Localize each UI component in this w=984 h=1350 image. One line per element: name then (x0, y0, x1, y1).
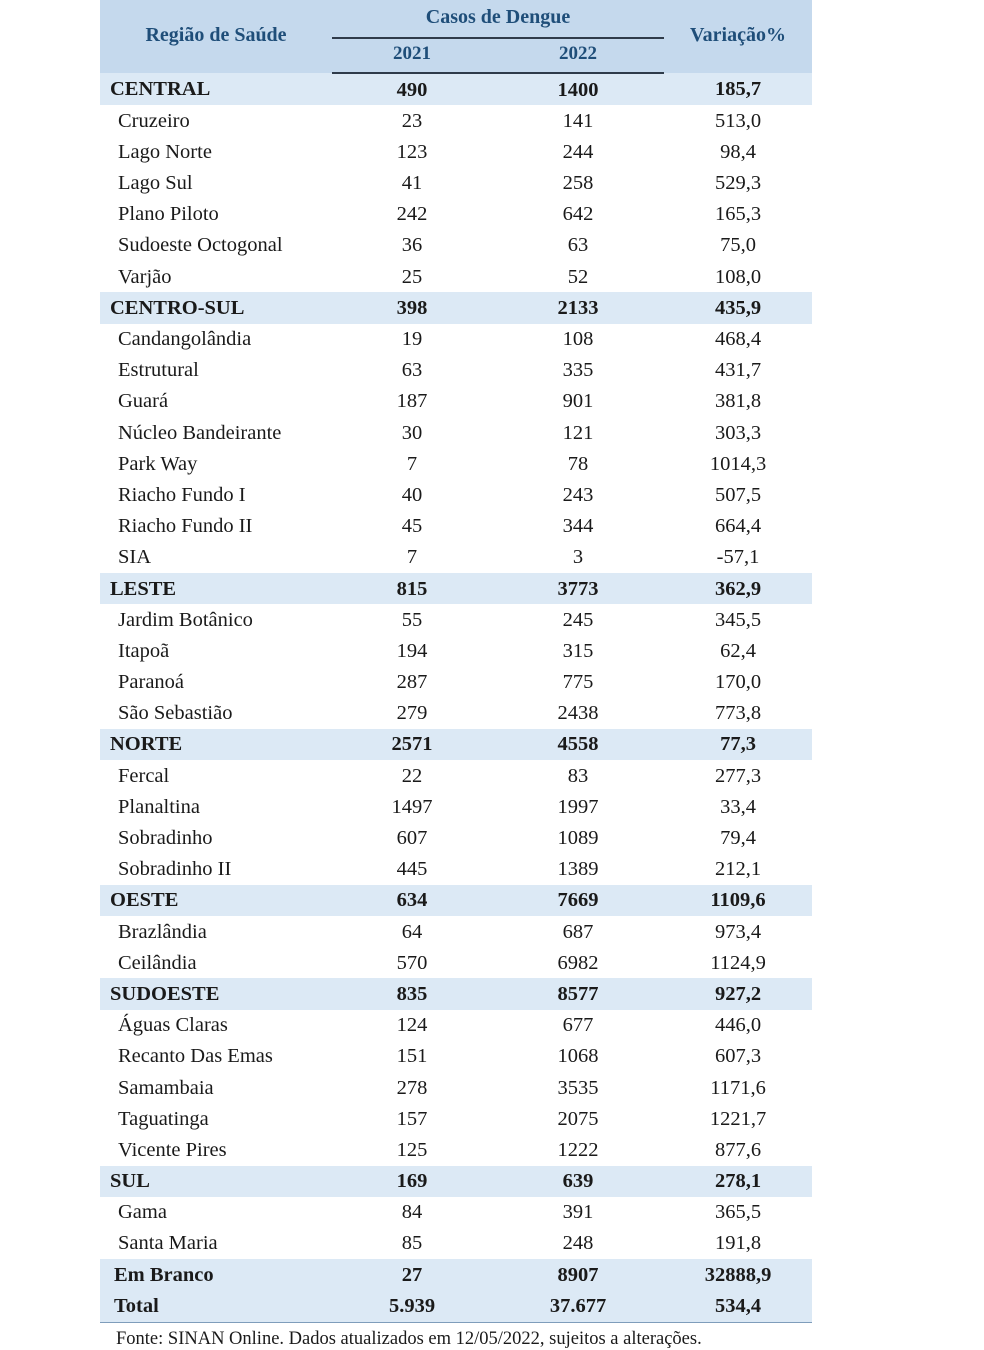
cell-region: Ceilândia (100, 947, 332, 978)
table-row-locality (100, 635, 812, 666)
cell-region: São Sebastião (100, 698, 332, 729)
cell-2021: 7 (332, 448, 492, 479)
cell-2022: 639 (492, 1166, 664, 1197)
table-row-locality (100, 230, 812, 261)
cell-variation: 98,4 (664, 136, 812, 167)
cell-2021: 445 (332, 854, 492, 885)
table-row-locality (100, 1010, 812, 1041)
cell-2021: 25 (332, 261, 492, 292)
cell-2022: 344 (492, 511, 664, 542)
cell-variation: 529,3 (664, 168, 812, 199)
cell-variation: 32888,9 (664, 1259, 812, 1290)
table-row-locality (100, 667, 812, 698)
cell-2021: 23 (332, 105, 492, 136)
cell-variation: 773,8 (664, 698, 812, 729)
table-row-locality (100, 791, 812, 822)
table-row-locality (100, 261, 812, 292)
cell-region: SUDOESTE (100, 978, 332, 1009)
cell-2021: 278 (332, 1072, 492, 1103)
cell-2021: 64 (332, 916, 492, 947)
table-row-locality (100, 1228, 812, 1259)
cell-region: Núcleo Bandeirante (100, 417, 332, 448)
cell-variation: 75,0 (664, 230, 812, 261)
cell-2021: 151 (332, 1041, 492, 1072)
cell-region: Jardim Botânico (100, 604, 332, 635)
cell-2022: 108 (492, 324, 664, 355)
cell-2021: 607 (332, 823, 492, 854)
cell-region: Estrutural (100, 355, 332, 386)
table-row-region (100, 1166, 812, 1197)
cell-2022: 243 (492, 479, 664, 510)
cell-2022: 3535 (492, 1072, 664, 1103)
table-row-region (100, 292, 812, 323)
table-row-locality (100, 947, 812, 978)
cell-variation: 446,0 (664, 1010, 812, 1041)
cell-variation: 381,8 (664, 386, 812, 417)
cell-2022: 258 (492, 168, 664, 199)
cell-2022: 141 (492, 105, 664, 136)
cell-variation: 1109,6 (664, 885, 812, 916)
cell-variation: 607,3 (664, 1041, 812, 1072)
cell-2022: 1089 (492, 823, 664, 854)
cell-2022: 3 (492, 542, 664, 573)
cell-region: Gama (100, 1197, 332, 1228)
cell-region: Santa Maria (100, 1228, 332, 1259)
cell-variation: 431,7 (664, 355, 812, 386)
table-row-region (100, 885, 812, 916)
table-row-locality (100, 448, 812, 479)
cell-variation: 185,7 (664, 73, 812, 105)
cell-2022: 642 (492, 199, 664, 230)
table-header (100, 0, 812, 73)
cell-2021: 30 (332, 417, 492, 448)
table-row-region (100, 73, 812, 105)
cell-2022: 248 (492, 1228, 664, 1259)
cell-variation: 165,3 (664, 199, 812, 230)
cell-region: SIA (100, 542, 332, 573)
cell-2022: 2133 (492, 292, 664, 323)
cell-2021: 1497 (332, 791, 492, 822)
cell-2022: 78 (492, 448, 664, 479)
cell-2022: 245 (492, 604, 664, 635)
cell-2021: 84 (332, 1197, 492, 1228)
cell-2021: 187 (332, 386, 492, 417)
cell-region: Sudoeste Octogonal (100, 230, 332, 261)
cell-variation: 468,4 (664, 324, 812, 355)
table-row-locality (100, 355, 812, 386)
cell-region: Park Way (100, 448, 332, 479)
cell-2022: 2075 (492, 1103, 664, 1134)
cell-2022: 83 (492, 760, 664, 791)
table-row-locality (100, 136, 812, 167)
cell-2021: 5.939 (332, 1290, 492, 1322)
cell-region: Em Branco (100, 1259, 332, 1290)
cell-2022: 335 (492, 355, 664, 386)
table-row-locality (100, 854, 812, 885)
cell-2021: 124 (332, 1010, 492, 1041)
cell-region: NORTE (100, 729, 332, 760)
table-row-locality (100, 168, 812, 199)
cell-region: Varjão (100, 261, 332, 292)
cell-variation: 277,3 (664, 760, 812, 791)
cell-2021: 27 (332, 1259, 492, 1290)
cell-region: Candangolândia (100, 324, 332, 355)
cell-2021: 157 (332, 1103, 492, 1134)
cell-variation: 365,5 (664, 1197, 812, 1228)
table-row-locality (100, 542, 812, 573)
cell-2022: 1068 (492, 1041, 664, 1072)
cell-2021: 570 (332, 947, 492, 978)
table-row-region (100, 573, 812, 604)
source-note: Fonte: SINAN Online. Dados atualizados em 12/05/2022, sujeitos a alterações. (116, 1328, 702, 1349)
cell-region: OESTE (100, 885, 332, 916)
cell-2022: 8907 (492, 1259, 664, 1290)
cell-2022: 1997 (492, 791, 664, 822)
cell-2021: 835 (332, 978, 492, 1009)
cell-2021: 398 (332, 292, 492, 323)
cell-region: Total (100, 1290, 332, 1322)
cell-variation: 664,4 (664, 511, 812, 542)
cell-2022: 315 (492, 635, 664, 666)
cell-variation: 513,0 (664, 105, 812, 136)
cell-variation: 212,1 (664, 854, 812, 885)
cell-region: CENTRO-SUL (100, 292, 332, 323)
cell-2021: 36 (332, 230, 492, 261)
cell-2021: 41 (332, 168, 492, 199)
cell-2021: 287 (332, 667, 492, 698)
cell-2022: 2438 (492, 698, 664, 729)
table-row-region (100, 978, 812, 1009)
cell-2021: 169 (332, 1166, 492, 1197)
cell-2022: 63 (492, 230, 664, 261)
cell-region: Recanto Das Emas (100, 1041, 332, 1072)
cell-2021: 7 (332, 542, 492, 573)
cell-2022: 37.677 (492, 1290, 664, 1322)
cell-variation: 191,8 (664, 1228, 812, 1259)
table-row-locality (100, 511, 812, 542)
cell-2022: 6982 (492, 947, 664, 978)
cell-2021: 22 (332, 760, 492, 791)
cell-region: Lago Sul (100, 168, 332, 199)
cell-variation: 1124,9 (664, 947, 812, 978)
cell-2021: 279 (332, 698, 492, 729)
column-header-cases: Casos de Dengue (332, 0, 664, 38)
cell-variation: 362,9 (664, 573, 812, 604)
cell-2022: 3773 (492, 573, 664, 604)
cell-region: SUL (100, 1166, 332, 1197)
cell-region: Brazlândia (100, 916, 332, 947)
cell-2021: 45 (332, 511, 492, 542)
cell-variation: 345,5 (664, 604, 812, 635)
column-header-variation: Variação% (664, 0, 812, 73)
cell-2022: 391 (492, 1197, 664, 1228)
cell-2021: 19 (332, 324, 492, 355)
cell-region: Riacho Fundo II (100, 511, 332, 542)
column-header-year-2021: 2021 (332, 38, 492, 73)
cell-2021: 2571 (332, 729, 492, 760)
table-row-locality (100, 916, 812, 947)
cell-2022: 775 (492, 667, 664, 698)
cell-region: Guará (100, 386, 332, 417)
cell-2021: 40 (332, 479, 492, 510)
table-row-locality (100, 1041, 812, 1072)
cell-2022: 4558 (492, 729, 664, 760)
cell-region: Samambaia (100, 1072, 332, 1103)
table-row-locality (100, 324, 812, 355)
cell-2021: 242 (332, 199, 492, 230)
cell-2021: 85 (332, 1228, 492, 1259)
cell-2021: 123 (332, 136, 492, 167)
table-row-locality (100, 105, 812, 136)
cell-region: LESTE (100, 573, 332, 604)
cell-region: Planaltina (100, 791, 332, 822)
table-row-locality (100, 823, 812, 854)
cell-2021: 125 (332, 1134, 492, 1165)
cell-variation: 79,4 (664, 823, 812, 854)
cell-region: Fercal (100, 760, 332, 791)
cell-2022: 52 (492, 261, 664, 292)
table-row-locality (100, 1072, 812, 1103)
cell-2022: 1400 (492, 73, 664, 105)
cell-2021: 63 (332, 355, 492, 386)
cell-variation: 534,4 (664, 1290, 812, 1322)
table-row-locality (100, 1103, 812, 1134)
cell-variation: 1014,3 (664, 448, 812, 479)
cell-region: Taguatinga (100, 1103, 332, 1134)
cell-variation: 33,4 (664, 791, 812, 822)
table-row-locality (100, 417, 812, 448)
cell-region: CENTRAL (100, 73, 332, 105)
cell-variation: 877,6 (664, 1134, 812, 1165)
cell-region: Cruzeiro (100, 105, 332, 136)
table-body (100, 73, 812, 1322)
column-header-region: Região de Saúde (100, 0, 332, 73)
column-header-year-2022: 2022 (492, 38, 664, 73)
cell-2021: 490 (332, 73, 492, 105)
cell-2022: 121 (492, 417, 664, 448)
cell-variation: 435,9 (664, 292, 812, 323)
cell-2022: 677 (492, 1010, 664, 1041)
cell-variation: 108,0 (664, 261, 812, 292)
header-row-main (100, 0, 812, 38)
table-row-locality (100, 199, 812, 230)
cell-2021: 194 (332, 635, 492, 666)
table-row-region (100, 729, 812, 760)
table-row-locality (100, 386, 812, 417)
cell-variation: 507,5 (664, 479, 812, 510)
cell-region: Águas Claras (100, 1010, 332, 1041)
cell-2021: 815 (332, 573, 492, 604)
cell-variation: 1171,6 (664, 1072, 812, 1103)
table-row-locality (100, 479, 812, 510)
cell-2021: 55 (332, 604, 492, 635)
table-row-unspecified (100, 1259, 812, 1290)
cell-variation: 62,4 (664, 635, 812, 666)
cell-2022: 901 (492, 386, 664, 417)
table-row-locality (100, 698, 812, 729)
table-row-locality (100, 1197, 812, 1228)
table-row-locality (100, 604, 812, 635)
table-row-locality (100, 760, 812, 791)
cell-2022: 8577 (492, 978, 664, 1009)
cell-region: Itapoã (100, 635, 332, 666)
cell-variation: 927,2 (664, 978, 812, 1009)
cell-variation: 170,0 (664, 667, 812, 698)
cell-region: Vicente Pires (100, 1134, 332, 1165)
cell-region: Sobradinho II (100, 854, 332, 885)
cell-2022: 687 (492, 916, 664, 947)
cell-variation: 278,1 (664, 1166, 812, 1197)
cell-2021: 634 (332, 885, 492, 916)
cell-region: Plano Piloto (100, 199, 332, 230)
dengue-cases-table (100, 0, 812, 1323)
cell-region: Paranoá (100, 667, 332, 698)
cell-2022: 7669 (492, 885, 664, 916)
table-row-total (100, 1290, 812, 1322)
cell-2022: 1222 (492, 1134, 664, 1165)
table-row-locality (100, 1134, 812, 1165)
cell-variation: 77,3 (664, 729, 812, 760)
cell-region: Lago Norte (100, 136, 332, 167)
cell-2022: 1389 (492, 854, 664, 885)
cell-2022: 244 (492, 136, 664, 167)
cell-variation: 1221,7 (664, 1103, 812, 1134)
cell-variation: 973,4 (664, 916, 812, 947)
cell-region: Sobradinho (100, 823, 332, 854)
cell-region: Riacho Fundo I (100, 479, 332, 510)
cell-variation: -57,1 (664, 542, 812, 573)
cell-variation: 303,3 (664, 417, 812, 448)
